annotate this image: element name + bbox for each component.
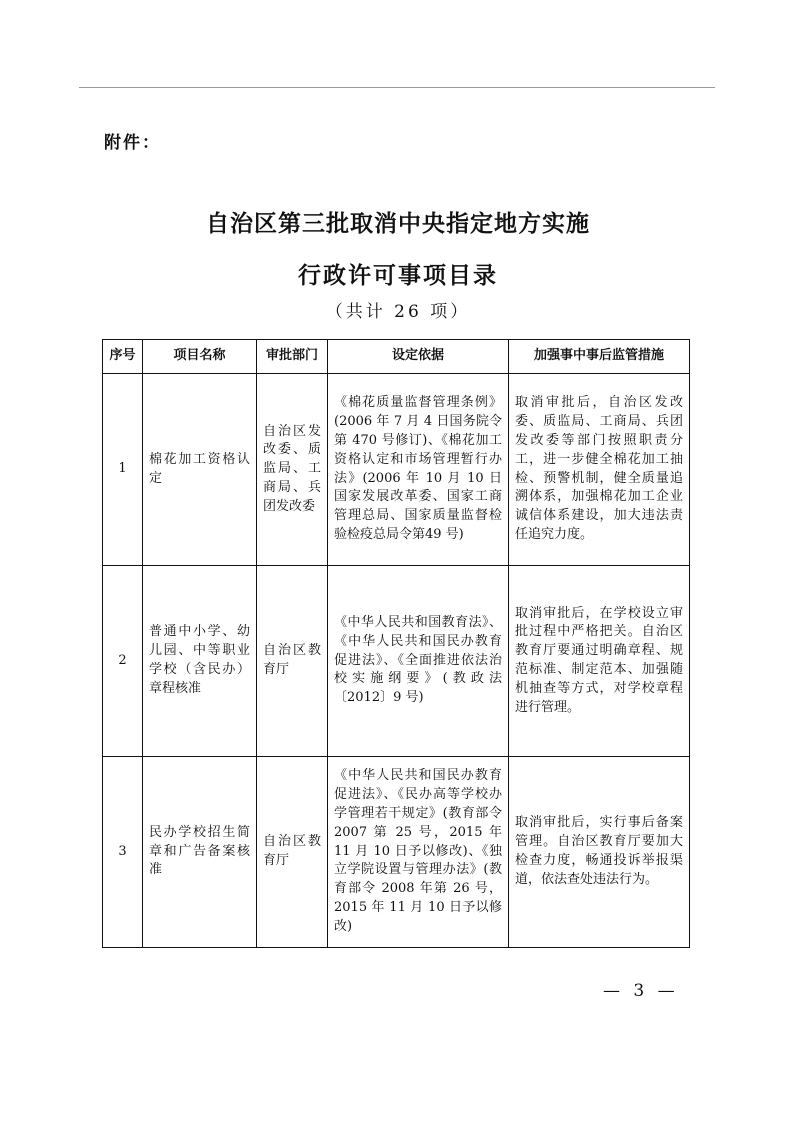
header-item-name: 项目名称 xyxy=(143,340,257,374)
row-legal-basis: 《中华人民共和国教育法》、《中华人民共和国民办教育促进法》、《全面推进依法治校实施纲要》(教政法〔2012〕9 号) xyxy=(328,566,509,757)
header-approval-dept: 审批部门 xyxy=(257,340,328,374)
item-count-subtitle: （共计 26 项） xyxy=(325,302,471,322)
row-legal-basis: 《中华人民共和国民办教育促进法》、《民办高等学校办学管理若干规定》(教育部令 2007 第 25 号，2015 年 11 月 10 日予以修改)、《独立学院设置与管理办法》(教育部令 2008 年第 26 号，2015 年 11 月 10 日予以修改) xyxy=(328,757,509,948)
row-supervision-measures: 取消审批后，在学校设立审批过程中严格把关。自治区教育厅要通过明确章程、规范标准、制定范本、加强随机抽查等方式，对学校章程进行管理。 xyxy=(509,566,690,757)
attachment-label: 附件： xyxy=(104,133,161,153)
row-approval-dept: 自治区教育厅 xyxy=(257,566,328,757)
header-supervision-measures: 加强事中事后监管措施 xyxy=(509,340,690,374)
row-supervision-measures: 取消审批后，自治区发改委、质监局、工商局、兵团发改委等部门按照职责分工，进一步健全棉花加工抽检、预警机制，健全质量追溯体系，加强棉花加工企业诚信体系建设，加大违法责任追究力度。 xyxy=(509,374,690,566)
row-seq: 1 xyxy=(103,374,143,566)
table-row xyxy=(103,374,690,566)
row-item-name: 棉花加工资格认定 xyxy=(143,374,257,566)
table-header-row xyxy=(103,340,690,374)
row-approval-dept: 自治区教育厅 xyxy=(257,757,328,948)
document-title-line1: 自治区第三批取消中央指定地方实施 xyxy=(206,210,590,237)
row-supervision-measures: 取消审批后，实行事后备案管理。自治区教育厅要加大检查力度，畅通投诉举报渠道，依法查处违法行为。 xyxy=(509,757,690,948)
document-title-line2: 行政许可事项目录 xyxy=(298,262,498,289)
header-seq: 序号 xyxy=(103,340,143,374)
license-items-table xyxy=(102,339,690,948)
header-rule xyxy=(79,87,715,88)
page-number: — 3 — xyxy=(603,981,679,1001)
row-approval-dept: 自治区发改委、质监局、工商局、兵团发改委 xyxy=(257,374,328,566)
header-legal-basis: 设定依据 xyxy=(328,340,509,374)
table-row xyxy=(103,566,690,757)
row-seq: 3 xyxy=(103,757,143,948)
row-item-name: 普通中小学、幼儿园、中等职业学校（含民办）章程核准 xyxy=(143,566,257,757)
row-seq: 2 xyxy=(103,566,143,757)
row-legal-basis: 《棉花质量监督管理条例》(2006 年 7 月 4 日国务院令第 470 号修订)、《棉花加工资格认定和市场管理暂行办法》(2006 年 10 月 10 日国家发展改革委、国家工商管理总局、国家质量监督检验检疫总局令第49 号) xyxy=(328,374,509,566)
table-row xyxy=(103,757,690,948)
row-item-name: 民办学校招生简章和广告备案核准 xyxy=(143,757,257,948)
